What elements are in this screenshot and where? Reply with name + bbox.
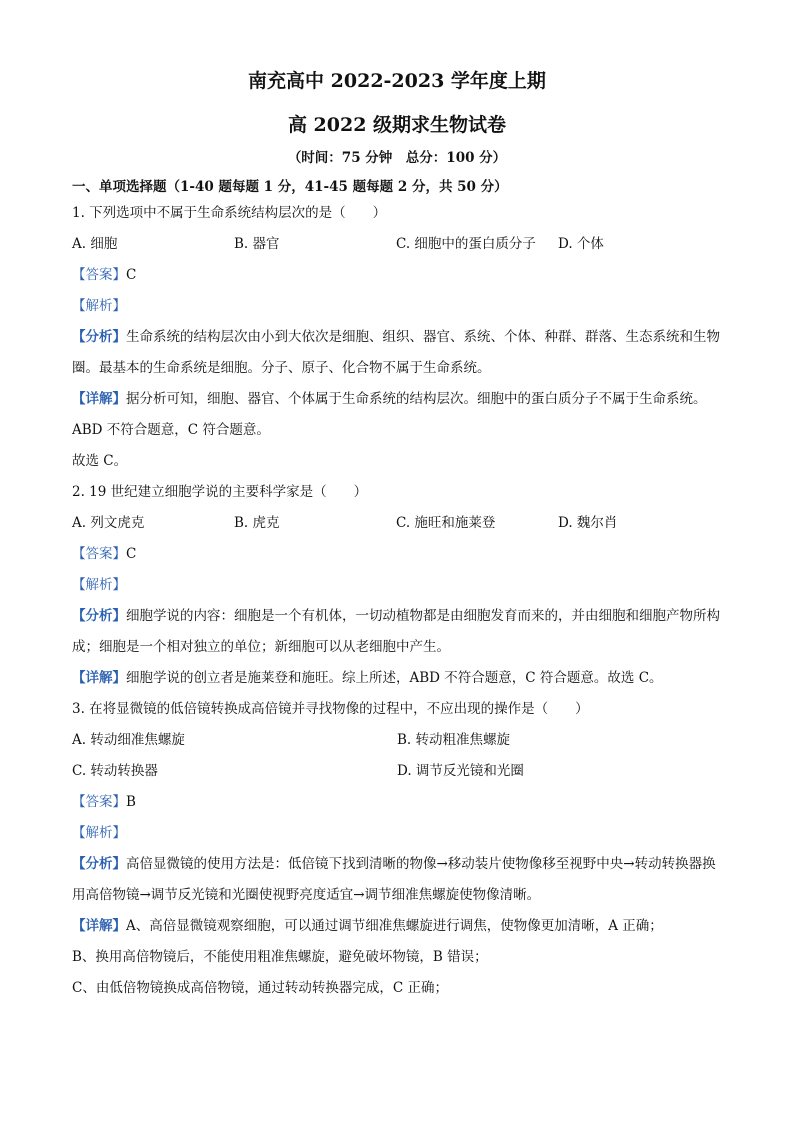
jiexi-label: 【解析】 — [72, 577, 126, 593]
q3-options-row2 — [72, 756, 722, 787]
fenxi-label: 【分析】 — [72, 329, 126, 345]
xiangjie-label: 【详解】 — [72, 670, 126, 686]
exam-title: 南充高中 2022-2023 学年度上期 — [248, 70, 546, 92]
q1-jiexi — [72, 291, 722, 322]
answer-label: 【答案】 — [72, 794, 126, 810]
q3-line-c: C、由低倍物镜换成高倍物镜，通过转动转换器完成，C 正确； — [72, 980, 448, 996]
jiexi-label: 【解析】 — [72, 825, 126, 841]
q3-xiangjie — [72, 911, 722, 942]
q3-answer-value: B — [126, 794, 136, 810]
xiangjie-label: 【详解】 — [72, 391, 126, 407]
q2-option-d: D. 魏尔肖 — [558, 515, 618, 531]
q2-fenxi-text: 细胞学说的内容：细胞是一个有机体，一切动植物都是由细胞发育而来的，并由细胞和细胞产物所构成；细胞是一个相对独立的单位；新细胞可以从老细胞中产生。 — [72, 608, 720, 655]
q2-options — [72, 508, 722, 539]
q3-option-b: B. 转动粗准焦螺旋 — [397, 732, 511, 748]
q3-answer — [72, 787, 722, 818]
q3-stem: 3. 在将显微镜的低倍镜转换成高倍镜并寻找物像的过程中，不应出现的操作是（ ） — [72, 701, 589, 717]
answer-label: 【答案】 — [72, 267, 126, 283]
q1-fenxi — [72, 322, 722, 384]
q1-conclusion: 故选 C。 — [72, 453, 128, 469]
q1-option-c: C. 细胞中的蛋白质分子 — [396, 236, 536, 252]
section-heading: 一、单项选择题（1-40 题每题 1 分，41-45 题每题 2 分，共 50 分） — [72, 179, 508, 195]
q3-options-row1 — [72, 725, 722, 756]
q2-xiangjie-text: 细胞学说的创立者是施莱登和施旺。综上所述，ABD 不符合题意，C 符合题意。故选 C。 — [126, 670, 663, 686]
q3-fenxi — [72, 849, 722, 911]
q1-answer — [72, 260, 722, 291]
q1-option-d: D. 个体 — [558, 236, 604, 252]
q1-options — [72, 229, 722, 260]
exam-time-score: （时间：75 分钟 总分：100 分） — [287, 150, 507, 166]
q3-fenxi-text: 高倍显微镜的使用方法是：低倍镜下找到清晰的物像→移动装片使物像移至视野中央→转动转换器换用高倍物镜→调节反光镜和光圈使视野亮度适宜→调节细准焦螺旋使物像清晰。 — [72, 856, 716, 903]
q3-line-b: B、换用高倍物镜后，不能使用粗准焦螺旋，避免破坏物镜，B 错误； — [72, 949, 488, 965]
q1-fenxi-text: 生命系统的结构层次由小到大依次是细胞、组织、器官、系统、个体、种群、群落、生态系统和生物圈。最基本的生命系统是细胞。分子、原子、化合物不属于生命系统。 — [72, 329, 720, 376]
q2-fenxi — [72, 601, 722, 663]
q1-option-a: A. 细胞 — [72, 236, 118, 252]
q3-xiangjie-text: A、高倍显微镜观察细胞，可以通过调节细准焦螺旋进行调焦，使物像更加清晰，A 正确； — [126, 918, 663, 934]
q2-option-c: C. 施旺和施莱登 — [396, 515, 496, 531]
answer-label: 【答案】 — [72, 546, 126, 562]
jiexi-label: 【解析】 — [72, 298, 126, 314]
q2-option-b: B. 虎克 — [234, 515, 280, 531]
q2-option-a: A. 列文虎克 — [72, 515, 145, 531]
q3-option-a: A. 转动细准焦螺旋 — [72, 732, 185, 748]
q1-xiangjie — [72, 384, 722, 446]
q3-option-d: D. 调节反光镜和光圈 — [397, 763, 524, 779]
q3-option-c: C. 转动转换器 — [72, 763, 158, 779]
q2-answer-value: C — [126, 546, 137, 562]
q2-answer — [72, 539, 722, 570]
q2-jiexi — [72, 570, 722, 601]
q2-xiangjie — [72, 663, 722, 694]
exam-subtitle-title: 高 2022 级期求生物试卷 — [287, 114, 507, 136]
fenxi-label: 【分析】 — [72, 608, 126, 624]
q1-xiangjie-text: 据分析可知，细胞、器官、个体属于生命系统的结构层次。细胞中的蛋白质分子不属于生命系统。ABD 不符合题意，C 符合题意。 — [72, 391, 707, 438]
q1-stem: 1. 下列选项中不属于生命系统结构层次的是（ ） — [72, 205, 387, 221]
q1-answer-value: C — [126, 267, 137, 283]
q1-option-b: B. 器官 — [234, 236, 280, 252]
fenxi-label: 【分析】 — [72, 856, 126, 872]
q3-jiexi — [72, 818, 722, 849]
q2-stem: 2. 19 世纪建立细胞学说的主要科学家是（ ） — [72, 484, 368, 500]
xiangjie-label: 【详解】 — [72, 918, 126, 934]
